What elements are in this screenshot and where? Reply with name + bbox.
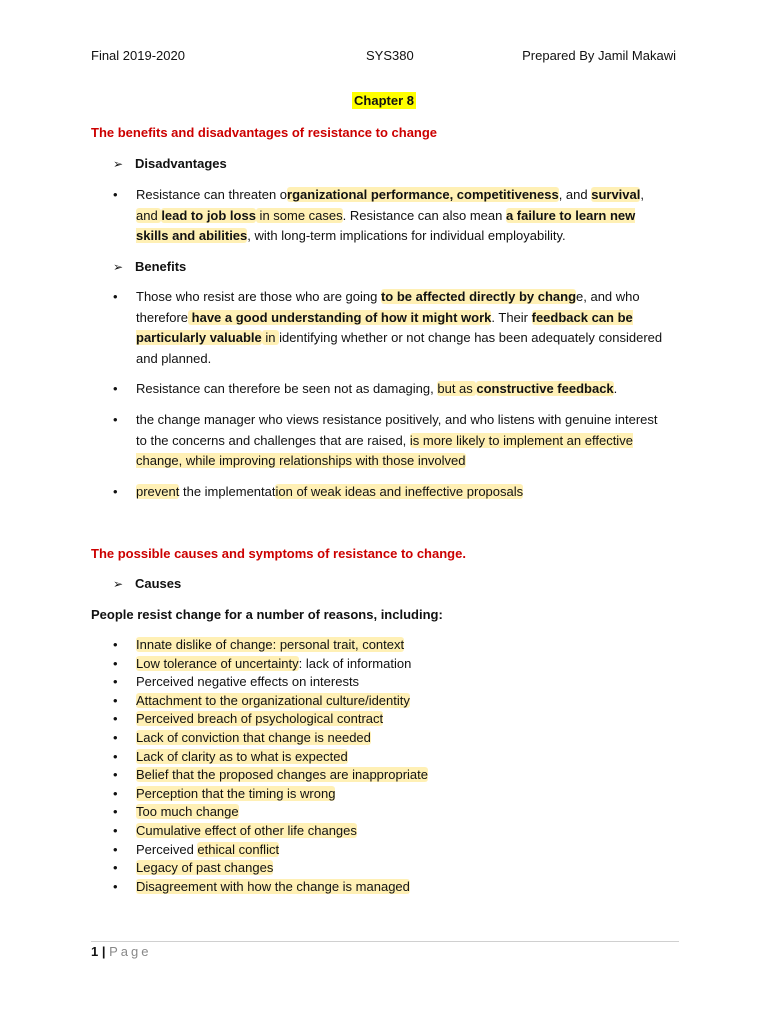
bullet-icon: • [113, 655, 118, 671]
bullet-icon: • [113, 412, 118, 427]
header-right: Prepared By Jamil Makawi [522, 48, 676, 63]
arrow-bullet-icon: ➢ [113, 157, 124, 171]
list-item [113, 785, 428, 804]
list-item [113, 841, 428, 860]
arrow-bullet-icon: ➢ [113, 577, 124, 591]
section-title-causes: The possible causes and symptoms of resistance to change. [91, 546, 466, 561]
bullet-icon: • [113, 381, 118, 396]
benefit-bullet-3 [113, 410, 663, 472]
bullet-icon: • [113, 187, 118, 202]
bullet-icon: • [113, 484, 118, 499]
bullet-icon: • [113, 822, 118, 838]
arrow-bullet-icon: ➢ [113, 260, 124, 274]
bullet-icon: • [113, 674, 118, 690]
list-item [113, 729, 428, 748]
list-item [113, 748, 428, 767]
causes-label: Causes [135, 576, 182, 591]
chapter-label: Chapter 8 [354, 93, 414, 108]
list-item-text: Attachment to the organizational culture/identity [136, 692, 410, 708]
disadvantages-heading [113, 156, 227, 171]
list-item [113, 803, 428, 822]
bullet-icon: • [113, 289, 118, 304]
list-item-text: Cumulative effect of other life changes [136, 822, 357, 838]
benefit-bullet-4 [113, 482, 663, 503]
benefits-label: Benefits [135, 259, 187, 274]
bullet-icon: • [113, 860, 118, 876]
chapter-heading [0, 93, 768, 108]
list-item [113, 655, 428, 674]
list-item-text: Low tolerance of uncertainty: lack of information [136, 655, 412, 671]
list-item-text: Perceived breach of psychological contract [136, 711, 384, 727]
header-left: Final 2019-2020 [91, 48, 185, 63]
benefit-text-4: prevent the implementation of weak ideas and ineffective proposals [136, 484, 524, 499]
bullet-icon: • [113, 637, 118, 652]
page-label: Page [109, 944, 152, 959]
list-item-text: Innate dislike of change: personal trait, context [136, 637, 405, 652]
list-item-text: Disagreement with how the change is managed [136, 878, 410, 894]
list-item-text: Lack of clarity as to what is expected [136, 748, 348, 764]
list-item-text: Legacy of past changes [136, 860, 274, 876]
causes-intro: People resist change for a number of reasons, including: [91, 607, 443, 622]
benefit-bullet-2 [113, 379, 663, 400]
benefit-text-2: Resistance can therefore be seen not as damaging, but as constructive feedback. [136, 381, 618, 396]
list-item [113, 859, 428, 878]
footer-separator: | [98, 944, 110, 959]
benefit-bullet-1 [113, 287, 663, 369]
benefits-heading [113, 259, 186, 274]
bullet-icon: • [113, 711, 118, 727]
disadvantage-text: Resistance can threaten organizational performance, competitiveness, and survival, and lead to job loss in some cases. Resistance can also mean a failure to learn new skills and abilities, with long-term implications for individual employability. [136, 187, 644, 243]
causes-list [113, 636, 428, 896]
benefit-text-3: the change manager who views resistance positively, and who listens with genuine interest to the concerns and challenges that are raised, is more likely to implement an effective change, while improving relationships with those involved [136, 412, 658, 468]
list-item [113, 710, 428, 729]
page-footer [91, 944, 151, 959]
bullet-icon: • [113, 804, 118, 820]
causes-heading [113, 576, 181, 591]
disadvantages-label: Disadvantages [135, 156, 227, 171]
bullet-icon: • [113, 748, 118, 764]
bullet-icon: • [113, 767, 118, 783]
list-item [113, 766, 428, 785]
bullet-icon: • [113, 841, 118, 857]
bullet-icon: • [113, 878, 118, 894]
list-item-text: Perceived negative effects on interests [136, 674, 360, 690]
list-item [113, 822, 428, 841]
disadvantage-bullet [113, 185, 663, 247]
benefit-text-1: Those who resist are those who are going to be affected directly by change, and who therefore have a good understanding of how it might work. Their feedback can be particularly valuable in identifying whether or not change has been adequately considered and planned. [136, 289, 663, 366]
header-center: SYS380 [366, 48, 414, 63]
list-item [113, 692, 428, 711]
list-item-text: Belief that the proposed changes are inappropriate [136, 767, 428, 783]
page-number: 1 [91, 944, 99, 959]
list-item-text: Lack of conviction that change is needed [136, 729, 371, 745]
bullet-icon: • [113, 692, 118, 708]
bullet-icon: • [113, 785, 118, 801]
list-item [113, 636, 428, 655]
list-item-text: Too much change [136, 804, 239, 820]
footer-divider [91, 941, 679, 942]
bullet-icon: • [113, 729, 118, 745]
list-item [113, 673, 428, 692]
page-header [91, 48, 676, 66]
list-item-text: Perceived ethical conflict [136, 841, 280, 857]
list-item-text: Perception that the timing is wrong [136, 785, 336, 801]
section-title-benefits: The benefits and disadvantages of resistance to change [91, 125, 438, 140]
list-item [113, 878, 428, 897]
